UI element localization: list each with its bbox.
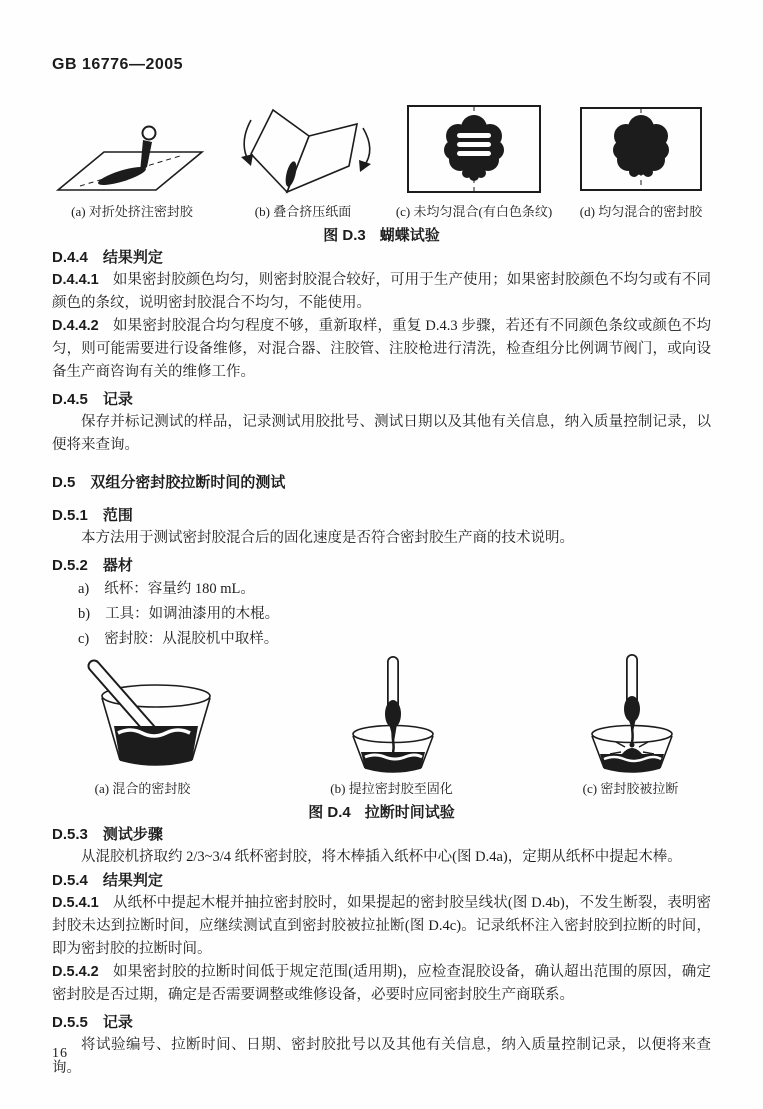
paragraph-d5-1: 本方法用于测试密封胶混合后的固化速度是否符合密封胶生产商的技术说明。: [81, 530, 574, 546]
figure-d4-caption: [52, 801, 711, 823]
section-number: D.5.4: [52, 872, 88, 889]
figure-d4-step-c: [558, 654, 703, 797]
clause-d5-4-1: [52, 892, 711, 961]
section-title: 记录: [102, 391, 133, 408]
figure-d3-step-a: [52, 102, 212, 220]
list-marker: b): [78, 606, 91, 622]
unmixed-sealant-blob-illustration: [394, 102, 554, 197]
figure-d3-step-d: [571, 102, 711, 220]
clause-text: 如果密封胶混合均匀程度不够，重新取样，重复 D.4.3 步骤，若还有不同颜色条纹或颜色不均匀，则可能需要进行设备维修，对混合器、注胶管、注胶枪进行清洗，检查组分比例调节阀门，或向设备生产商咨询有关的维修工作。: [52, 318, 711, 380]
figure-d4-label-b: (b) 提拉密封胶至固化: [330, 781, 453, 796]
figure-d3-caption-number: 图 D.3: [323, 227, 366, 244]
clause-d4-4-1: [52, 269, 711, 315]
clause-text: 如果密封胶的拉断时间低于规定范围(适用期)，应检查混胶设备，确认超出范围的原因，确定密封胶是否过期，确定是否需要调整或维修设备，必要时应同密封胶生产商联系。: [52, 964, 711, 1003]
figure-d3-step-c: [394, 102, 554, 220]
clause-d4-4-2: [52, 315, 711, 384]
section-title: 测试步骤: [102, 826, 163, 843]
clause-number: D.4.4.2: [52, 318, 99, 334]
paragraph-d5-3: 从混胶机挤取约 2/3~3/4 纸杯密封胶，将木棒插入纸杯中心(图 D.4a)，定期从纸杯中提起木棒。: [81, 849, 682, 865]
section-heading-d5-2: [52, 554, 711, 577]
equipment-list: [52, 577, 711, 652]
section-heading-d5-1: [52, 504, 711, 527]
section-number: D.5: [52, 474, 76, 491]
clause-number: D.4.4.1: [52, 272, 99, 288]
folded-paper-press-illustration: [229, 102, 377, 197]
clause-number: D.5.4.1: [52, 895, 99, 911]
section-heading-d4-4: [52, 246, 711, 269]
standard-number: GB 16776—2005: [52, 56, 184, 73]
figure-d4-step-a: [60, 654, 225, 797]
section-title: 器材: [102, 557, 133, 574]
paragraph-d4-5: 保存并标记测试的样品，记录测试用胶批号、测试日期以及其他有关信息，纳入质量控制记录，以便将来查询。: [52, 414, 711, 453]
list-item: [78, 577, 711, 602]
figure-d4-label-a: (a) 混合的密封胶: [94, 781, 191, 796]
page-content: [0, 102, 763, 1080]
section-title: 范围: [102, 507, 133, 524]
figure-d3-step-b: [229, 102, 377, 220]
section-number: D.5.2: [52, 557, 88, 574]
section-number: D.5.3: [52, 826, 88, 843]
figure-d3-caption-title: 蝴蝶试验: [379, 227, 440, 244]
figure-d4-label-c: (c) 密封胶被拉断: [582, 781, 679, 796]
list-item: [78, 602, 711, 627]
figure-d4-caption-title: 拉断时间试验: [364, 804, 455, 821]
list-text: 纸杯：容量约 180 mL。: [104, 581, 255, 597]
clause-number: D.5.4.2: [52, 964, 99, 980]
list-item: [78, 627, 711, 652]
clause-d5-4-2: [52, 961, 711, 1007]
figure-d4-caption-number: 图 D.4: [308, 804, 351, 821]
figure-d3: [52, 102, 711, 220]
clause-text: 从纸杯中提起木棍并抽拉密封胶时，如果提起的密封胶呈线状(图 D.4b)，不发生断裂，表明密封胶未达到拉断时间，应继续测试直到密封胶被拉扯断(图 D.4c)。记录纸杯注入密封胶到拉断的时间，即为密封胶的拉断时间。: [52, 895, 711, 957]
clause-text: 如果密封胶颜色均匀，则密封胶混合较好，可用于生产使用；如果密封胶颜色不均匀或有不同颜色的条纹，说明密封胶混合不均匀，不能使用。: [52, 272, 711, 311]
section-heading-d5-5: [52, 1011, 711, 1034]
section-heading-d5-3: [52, 823, 711, 846]
figure-d4-step-b: [319, 654, 464, 797]
section-heading-d5-4: [52, 869, 711, 892]
sealant-string-snapped-illustration: [558, 654, 703, 774]
cup-with-stick-mixed-sealant-illustration: [60, 654, 225, 774]
section-title: 双组分密封胶拉断时间的测试: [90, 474, 286, 491]
paragraph-d5-5: 将试验编号、拉断时间、日期、密封胶批号以及其他有关信息，纳入质量控制记录，以便将来查询。: [52, 1037, 711, 1076]
figure-d3-label-b: (b) 叠合挤压纸面: [254, 204, 352, 219]
figure-d3-label-a: (a) 对折处挤注密封胶: [71, 204, 193, 219]
figure-d3-label-c: (c) 未均匀混合(有白色条纹): [395, 204, 553, 219]
figure-d3-caption: [52, 224, 711, 246]
figure-d3-label-d: (d) 均匀混合的密封胶: [579, 204, 703, 219]
list-marker: c): [78, 631, 90, 647]
list-text: 工具：如调油漆用的木棍。: [105, 606, 280, 622]
section-number: D.5.5: [52, 1014, 88, 1031]
page-number: 16: [52, 1046, 68, 1061]
figure-d4: [52, 654, 711, 797]
section-number: D.5.1: [52, 507, 88, 524]
section-number: D.4.5: [52, 391, 88, 408]
section-heading-d5: [52, 471, 711, 494]
section-title: 记录: [102, 1014, 133, 1031]
paper-with-sealant-bead-illustration: [52, 102, 212, 197]
section-heading-d4-5: [52, 388, 711, 411]
section-number: D.4.4: [52, 249, 88, 266]
section-title: 结果判定: [102, 249, 163, 266]
list-marker: a): [78, 581, 90, 597]
mixed-sealant-blob-illustration: [571, 102, 711, 197]
section-title: 结果判定: [102, 872, 163, 889]
list-text: 密封胶：从混胶机中取样。: [104, 631, 279, 647]
stick-pulling-sealant-string-illustration: [319, 654, 464, 774]
